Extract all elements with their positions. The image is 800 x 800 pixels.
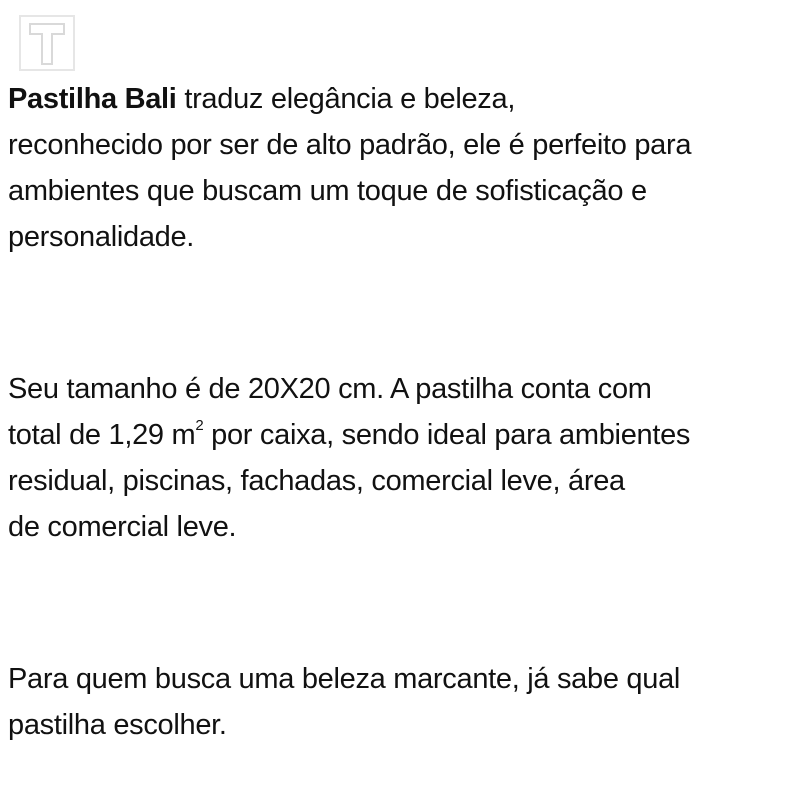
description-paragraph-closing — [8, 656, 788, 748]
description-paragraph-specs — [8, 366, 788, 550]
intro-line-2: reconhecido por ser de alto padrão, ele é perfeito para — [8, 129, 692, 161]
closing-line-1: Para quem busca uma beleza marcante, já sabe qual — [8, 663, 681, 695]
intro-line-1 — [8, 76, 788, 122]
specs-line-4: de comercial leve. — [8, 511, 237, 543]
brand-logo-icon — [18, 14, 76, 72]
product-description — [8, 76, 788, 748]
product-name: Pastilha Bali — [8, 83, 177, 115]
specs-line-2 — [8, 412, 788, 458]
intro-line-4: personalidade. — [8, 221, 195, 253]
description-paragraph-intro — [8, 76, 788, 260]
specs-line-3: residual, piscinas, fachadas, comercial leve, área — [8, 465, 625, 497]
closing-line-2: pastilha escolher. — [8, 709, 227, 741]
intro-line-3: ambientes que buscam um toque de sofisticação e — [8, 175, 647, 207]
intro-line-1-text: traduz elegância e beleza, — [176, 83, 516, 115]
specs-line-2-after: por caixa, sendo ideal para ambientes — [203, 419, 691, 451]
square-superscript: 2 — [195, 417, 204, 434]
specs-line-1: Seu tamanho é de 20X20 cm. A pastilha conta com — [8, 373, 652, 405]
specs-line-2-before: total de 1,29 m — [8, 419, 196, 451]
